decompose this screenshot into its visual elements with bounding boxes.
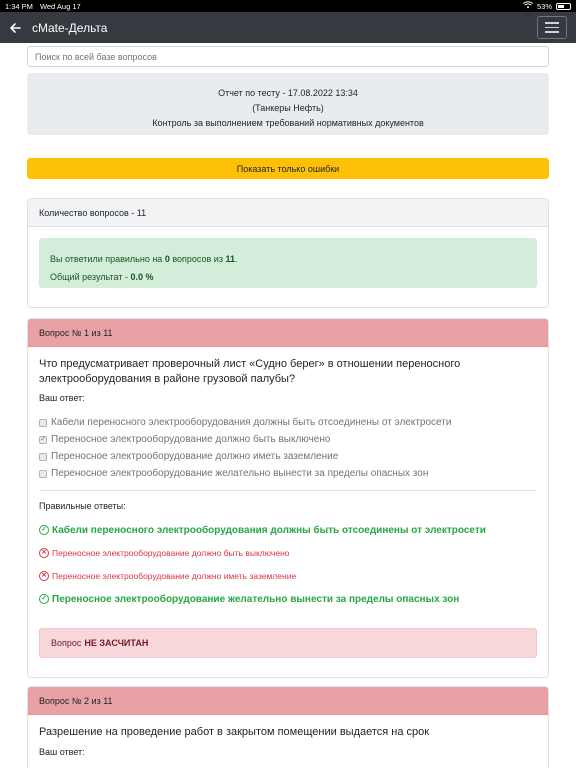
x-circle-icon: ✕ bbox=[39, 548, 49, 558]
check-circle-icon: ✓ bbox=[39, 594, 49, 604]
result-line: Общий результат - 0.0 % bbox=[50, 272, 154, 282]
wrong-answer-row: ✕ Переносное электрооборудование должно иметь заземление bbox=[39, 569, 296, 583]
navbar bbox=[0, 12, 576, 43]
your-answer-label: Ваш ответ: bbox=[39, 747, 85, 757]
report-date: Отчет по тесту - 17.08.2022 13:34 bbox=[218, 88, 358, 98]
arrow-left-icon[interactable] bbox=[8, 21, 22, 35]
status-date: Wed Aug 17 bbox=[39, 1, 81, 11]
answer-option: ✓ Переносное электрооборудование должно быть выключено bbox=[40, 434, 331, 445]
question-text: Разрешение на проведение работ в закрытом помещении выдается на срок bbox=[39, 726, 430, 738]
wifi-icon bbox=[523, 1, 533, 11]
report-category: (Танкеры Нефть) bbox=[252, 103, 324, 113]
report-topic: Контроль за выполнением требований нормативных документов bbox=[152, 118, 424, 128]
wrong-answer-row: ✕ Переносное электрооборудование должно быть выключено bbox=[39, 546, 290, 560]
question-header: Вопрос № 1 из 11 bbox=[28, 319, 548, 347]
correct-count: 0 bbox=[164, 254, 170, 264]
question-card-1 bbox=[27, 318, 549, 678]
search-input[interactable] bbox=[27, 46, 549, 67]
total-count: 11 bbox=[225, 254, 235, 264]
status-bar bbox=[0, 0, 576, 12]
verdict-status: НЕ ЗАСЧИТАН bbox=[84, 638, 149, 648]
verdict-alert: Вопрос НЕ ЗАСЧИТАН bbox=[39, 628, 537, 658]
check-circle-icon: ✓ bbox=[39, 525, 49, 535]
x-circle-icon: ✕ bbox=[39, 571, 49, 581]
divider bbox=[39, 490, 537, 491]
answered-line: Вы ответили правильно на 0 вопросов из 11. bbox=[50, 254, 238, 264]
status-right bbox=[523, 1, 571, 11]
your-answer-label: Ваш ответ: bbox=[39, 393, 85, 403]
correct-answer-row: ✓ Кабели переносного электрооборудования должны быть отсоединены от электросети bbox=[39, 523, 486, 537]
answer-option: Переносное электрооборудование должно иметь заземление bbox=[39, 449, 338, 464]
checkbox bbox=[39, 419, 47, 427]
report-info bbox=[27, 73, 549, 135]
summary-header: Количество вопросов - 11 bbox=[28, 199, 548, 227]
battery-icon bbox=[556, 3, 571, 10]
correct-answers-label: Правильные ответы: bbox=[39, 501, 126, 511]
show-errors-button[interactable]: Показать только ошибки bbox=[27, 158, 549, 179]
battery-percent: 53% bbox=[536, 1, 552, 11]
result-value: 0.0 % bbox=[130, 272, 154, 282]
summary-card bbox=[27, 198, 549, 308]
checkbox bbox=[39, 453, 47, 461]
hamburger-menu-icon[interactable] bbox=[537, 16, 567, 39]
question-text: Что предусматривает проверочный лист «Судно берег» в отношении переносного электрооборудования в районе грузовой палубы? bbox=[39, 358, 461, 385]
question-card-2 bbox=[27, 686, 549, 768]
answer-option: Переносное электрооборудование желательно вынести за пределы опасных зон bbox=[39, 466, 428, 481]
answer-option: Кабели переносного электрооборудования должны быть отсоединены от электросети bbox=[39, 415, 451, 430]
app-title: cMate-Дельта bbox=[32, 20, 108, 35]
question-header: Вопрос № 2 из 11 bbox=[28, 687, 548, 715]
correct-answer-row: ✓ Переносное электрооборудование желательно вынести за пределы опасных зон bbox=[39, 592, 459, 606]
checkbox bbox=[39, 470, 47, 478]
result-alert bbox=[39, 238, 537, 288]
checkbox: ✓ bbox=[40, 436, 46, 443]
status-time: 1:34 PM bbox=[5, 1, 33, 11]
